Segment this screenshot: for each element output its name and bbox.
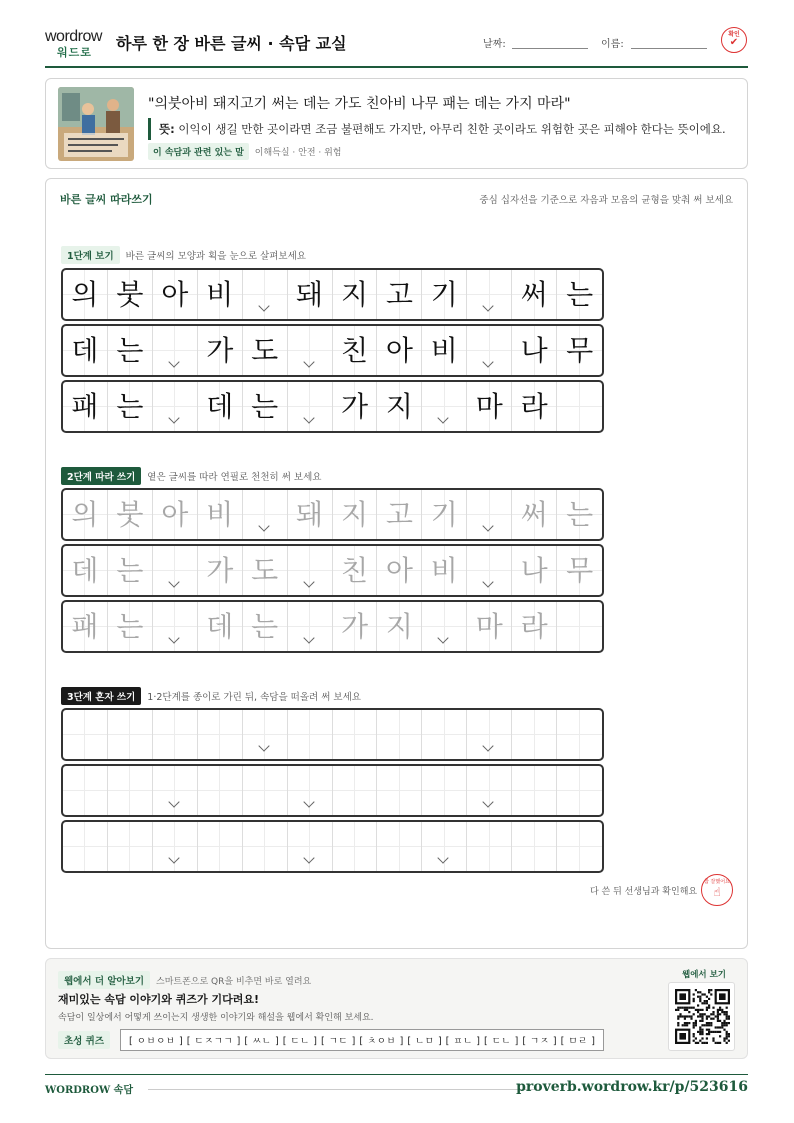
char-cell: 비 [422, 546, 467, 595]
char-cell[interactable] [198, 766, 243, 815]
char-cell[interactable] [512, 766, 557, 815]
space-cell [467, 326, 512, 375]
char-cell: 친 [333, 326, 378, 375]
char-cell[interactable] [377, 822, 422, 871]
step3-row[interactable] [61, 764, 604, 817]
char-cell[interactable] [557, 766, 602, 815]
char-cell: 가 [198, 326, 243, 375]
good-job-stamp-icon: 참 잘했어요 ☝ [701, 874, 733, 906]
char-cell: 비 [198, 270, 243, 319]
char-cell[interactable] [198, 822, 243, 871]
char-cell: 라 [512, 382, 557, 431]
space-cell [243, 490, 288, 539]
char-cell: 아 [153, 270, 198, 319]
space-cell[interactable] [153, 822, 198, 871]
char-cell [557, 382, 602, 431]
char-cell[interactable] [153, 710, 198, 759]
char-cell: 는 [108, 602, 153, 651]
char-cell: 데 [63, 326, 108, 375]
space-cell[interactable] [153, 766, 198, 815]
step1-row [61, 324, 604, 377]
char-cell[interactable] [377, 710, 422, 759]
wordrow-logo: wordrow 워드로 [45, 28, 102, 59]
char-cell: 데 [198, 602, 243, 651]
char-cell: 도 [243, 326, 288, 375]
char-cell: 는 [243, 602, 288, 651]
step1-label: 1단계 보기 바른 글씨의 모양과 획을 눈으로 살펴보세요 [61, 246, 306, 264]
char-cell[interactable] [243, 822, 288, 871]
char-cell: 써 [512, 490, 557, 539]
step1-row [61, 380, 604, 433]
char-cell: 써 [512, 270, 557, 319]
char-cell[interactable] [63, 710, 108, 759]
char-cell: 는 [108, 382, 153, 431]
char-cell: 고 [377, 270, 422, 319]
char-cell: 의 [63, 270, 108, 319]
footer-brand: WORDROW 속담 [45, 1085, 133, 1096]
char-cell[interactable] [422, 766, 467, 815]
char-cell[interactable] [377, 766, 422, 815]
step3-row[interactable] [61, 708, 604, 761]
char-cell: 붓 [108, 270, 153, 319]
char-cell[interactable] [333, 710, 378, 759]
char-cell[interactable] [108, 710, 153, 759]
char-cell: 가 [333, 602, 378, 651]
space-cell[interactable] [467, 766, 512, 815]
char-cell[interactable] [63, 766, 108, 815]
space-cell [467, 490, 512, 539]
char-cell: 아 [377, 326, 422, 375]
char-cell[interactable] [198, 710, 243, 759]
char-cell: 기 [422, 270, 467, 319]
teacher-check-note: 다 쓴 뒤 선생님과 확인해요 [590, 887, 698, 897]
char-cell: 아 [377, 546, 422, 595]
space-cell [288, 546, 333, 595]
step1-row [61, 268, 604, 321]
char-cell: 아 [153, 490, 198, 539]
space-cell [288, 382, 333, 431]
char-cell: 나 [512, 546, 557, 595]
char-cell[interactable] [333, 822, 378, 871]
check-stamp-icon: 확인 ✔ [721, 27, 747, 53]
space-cell [153, 326, 198, 375]
space-cell[interactable] [422, 822, 467, 871]
proverb-card [45, 78, 748, 169]
date-label: 날짜: [483, 39, 506, 50]
char-cell[interactable] [63, 822, 108, 871]
char-cell[interactable] [333, 766, 378, 815]
char-cell: 친 [333, 546, 378, 595]
page-footer [45, 1074, 748, 1096]
char-cell: 나 [512, 326, 557, 375]
char-cell[interactable] [467, 822, 512, 871]
space-cell[interactable] [243, 710, 288, 759]
char-cell: 돼 [288, 270, 333, 319]
char-cell: 는 [108, 326, 153, 375]
chosung-quiz-box: [ ㅇㅂㅇㅂ ] [ ㄷㅈㄱㄱ ] [ ㅆㄴ ] [ ㄷㄴ ] [ ㄱㄷ ] [ ㅊㅇㅂ ] [ ㄴㅁ ] [ ㅍㄴ ] [ ㄷㄴ ] [ ㄱㅈ ] [ ㅁㄹ ] [120, 1029, 604, 1051]
space-cell [153, 546, 198, 595]
char-cell: 는 [557, 270, 602, 319]
char-cell: 는 [108, 546, 153, 595]
space-cell [243, 270, 288, 319]
char-cell: 라 [512, 602, 557, 651]
char-cell[interactable] [557, 822, 602, 871]
char-cell[interactable] [108, 766, 153, 815]
space-cell[interactable] [288, 822, 333, 871]
char-cell[interactable] [243, 766, 288, 815]
space-cell[interactable] [288, 766, 333, 815]
char-cell[interactable] [512, 710, 557, 759]
qr-code[interactable] [668, 982, 735, 1051]
char-cell: 돼 [288, 490, 333, 539]
related-words: 이 속담과 관련 있는 말 이해득실 · 안전 · 위험 [148, 143, 342, 160]
char-cell: 마 [467, 602, 512, 651]
space-cell [288, 602, 333, 651]
char-cell: 가 [333, 382, 378, 431]
space-cell [422, 382, 467, 431]
page-header [45, 24, 748, 68]
char-cell: 패 [63, 602, 108, 651]
footer-url[interactable]: proverb.wordrow.kr/p/523616 [516, 1079, 748, 1095]
space-cell [467, 270, 512, 319]
footer-divider [148, 1089, 540, 1090]
step2-row[interactable] [61, 488, 604, 541]
char-cell: 지 [333, 270, 378, 319]
qr-code-icon [675, 989, 730, 1044]
char-cell[interactable] [288, 710, 333, 759]
char-cell: 비 [422, 326, 467, 375]
char-cell: 데 [198, 382, 243, 431]
page-title: 하루 한 장 바른 글씨 · 속담 교실 [116, 34, 347, 53]
proverb-title: "의붓아비 돼지고기 써는 데는 가도 친아비 나무 패는 데는 가지 마라" [148, 96, 571, 112]
qr-label: 웹에서 보기 [682, 970, 727, 980]
char-cell: 무 [557, 546, 602, 595]
step3-label: 3단계 혼자 쓰기 1·2단계를 종이로 가린 뒤, 속담을 떠올려 써 보세요 [61, 687, 361, 705]
space-cell [153, 602, 198, 651]
web-info-card [45, 958, 748, 1059]
web-hint: 웹에서 더 알아보기 스마트폰으로 QR을 비추면 바로 열려요 [58, 971, 311, 989]
char-cell[interactable] [512, 822, 557, 871]
practice-note: 중심 십자선을 기준으로 자음과 모음의 균형을 맞춰 써 보세요 [479, 195, 733, 206]
proverb-meaning: 뜻: 이익이 생길 만한 곳이라면 조금 불편해도 가지만, 아무리 친한 곳이라도 위험한 곳은 피해야 한다는 뜻이에요. [148, 118, 726, 140]
char-cell: 붓 [108, 490, 153, 539]
space-cell[interactable] [467, 710, 512, 759]
char-cell: 마 [467, 382, 512, 431]
name-field[interactable] [631, 48, 707, 49]
char-cell: 지 [333, 490, 378, 539]
char-cell: 는 [557, 490, 602, 539]
char-cell: 무 [557, 326, 602, 375]
step2-row[interactable] [61, 600, 604, 653]
proverb-illustration [58, 87, 134, 161]
name-label: 이름: [601, 39, 624, 50]
step3-row[interactable] [61, 820, 604, 873]
char-cell: 지 [377, 602, 422, 651]
char-cell: 의 [63, 490, 108, 539]
practice-heading: 바른 글씨 따라쓰기 [60, 193, 153, 206]
space-cell [467, 546, 512, 595]
space-cell [422, 602, 467, 651]
web-description: 속담이 일상에서 어떻게 쓰이는지 생생한 이야기와 해설을 웹에서 확인해 보세요. [58, 1013, 374, 1023]
chosung-quiz: 초성 퀴즈 [ ㅇㅂㅇㅂ ] [ ㄷㅈㄱㄱ ] [ ㅆㄴ ] [ ㄷㄴ ] [ ㄱㄷ ] [ ㅊㅇㅂ ] [ ㄴㅁ ] [ ㅍㄴ ] [ ㄷㄴ ] [ ㄱㅈ ] [ ㅁㄹ ] [58, 1029, 604, 1051]
space-cell [288, 326, 333, 375]
web-heading: 재미있는 속담 이야기와 퀴즈가 기다려요! [58, 993, 259, 1006]
char-cell: 기 [422, 490, 467, 539]
char-cell: 는 [243, 382, 288, 431]
step2-row[interactable] [61, 544, 604, 597]
space-cell [153, 382, 198, 431]
char-cell: 패 [63, 382, 108, 431]
char-cell: 가 [198, 546, 243, 595]
char-cell[interactable] [108, 822, 153, 871]
char-cell[interactable] [557, 710, 602, 759]
char-cell [557, 602, 602, 651]
step2-label: 2단계 따라 쓰기 옅은 글씨를 따라 연필로 천천히 써 보세요 [61, 467, 321, 485]
date-field[interactable] [512, 48, 588, 49]
char-cell[interactable] [422, 710, 467, 759]
char-cell: 데 [63, 546, 108, 595]
char-cell: 지 [377, 382, 422, 431]
char-cell: 고 [377, 490, 422, 539]
char-cell: 도 [243, 546, 288, 595]
char-cell: 비 [198, 490, 243, 539]
